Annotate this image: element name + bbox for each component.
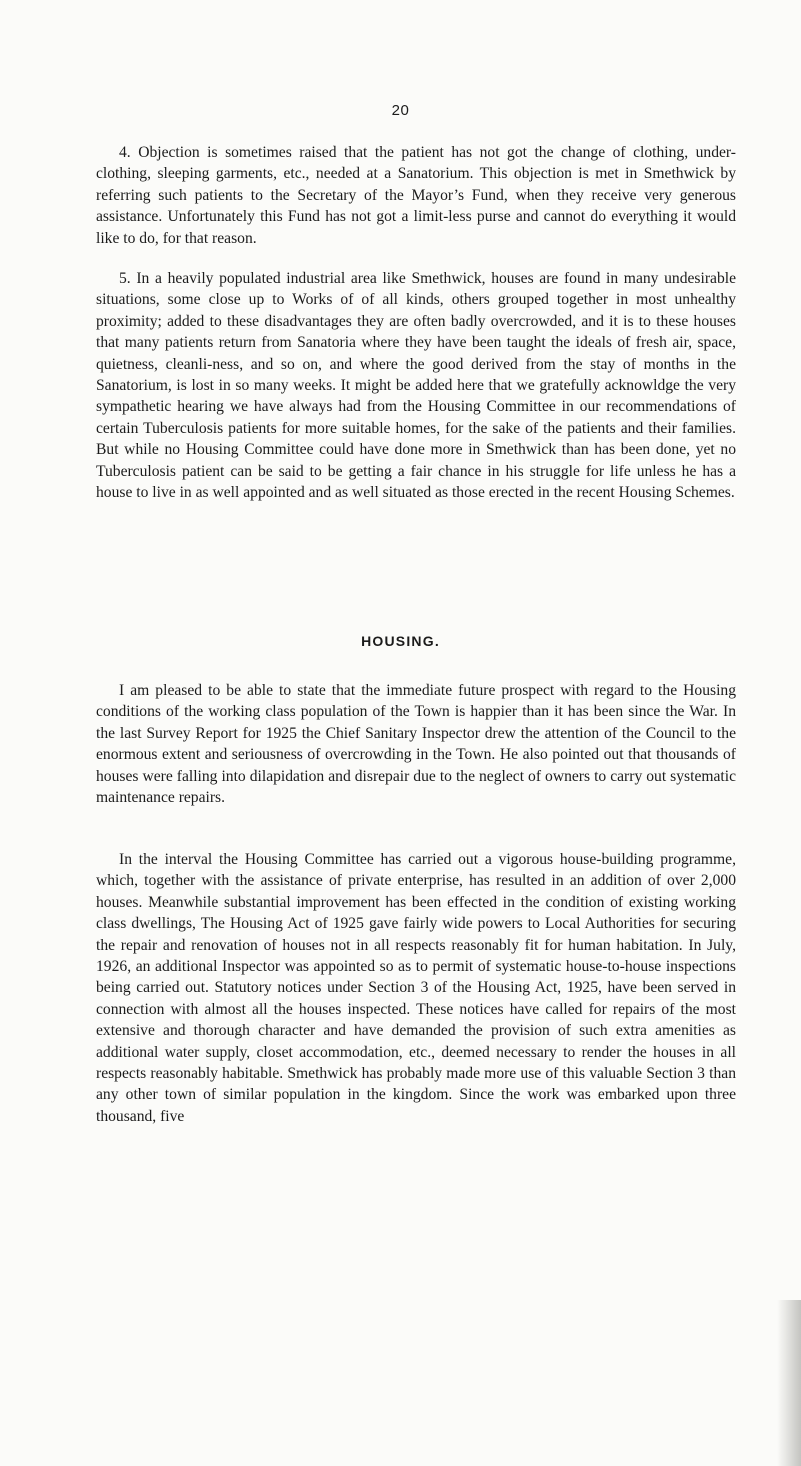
- section-heading-housing: HOUSING.: [361, 633, 440, 649]
- page-edge-shadow: [777, 1300, 801, 1466]
- paragraph-housing-interval: In the interval the Housing Committee has carried out a vigorous house-building programme, which, together with the assistance of private enterprise, has resulted in an addition of over 2,000 houses. Meanwhile substantial improvement has been effected in the condition of existing working class dwellings, The Housing Act of 1925 gave fairly wide powers to Local Authorities for securing the repair and renovation of houses not in all respects reasonably fit for human habitation. In July, 1926, an additional Inspector was appointed so as to permit of systematic house-to-house inspections being carried out. Statutory notices under Section 3 of the Housing Act, 1925, have been served in connection with almost all the houses inspected. These notices have called for repairs of the most extensive and thorough character and have demanded the provision of such extra amenities as additional water supply, closet accommodation, etc., deemed necessary to render the houses in all respects reasonably habitable. Smethwick has probably made more use of this valuable Section 3 than any other town of similar population in the kingdom. Since the work was embarked upon three thousand, five: [96, 851, 736, 1125]
- paragraph-industrial-housing: 5. In a heavily populated industrial area like Smethwick, houses are found in many undesirable situations, some close up to Works of of all kinds, others grouped together in most unhealthy proximity; added to these disadvantages they are often badly overcrowded, and it is to these houses that many patients return from Sanatoria where they have been taught the ideals of fresh air, space, quietness, cleanli-ness, and so on, and where the good derived from the stay of months in the Sanatorium, is lost in so many weeks. It might be added here that we gratefully acknowldge the very sympathetic hearing we have always had from the Housing Committee in our recommendations of certain Tuberculosis patients for more suitable homes, for the sake of the patients and their families. But while no Housing Committee could have done more in Smethwick than has been done, yet no Tuberculosis patient can be said to be getting a fair chance in his struggle for life unless he has a house to live in as well appointed and as well situated as those erected in the recent Housing Schemes.: [96, 270, 736, 502]
- page-number: 20: [391, 102, 410, 119]
- paragraph-housing-prospect: I am pleased to be able to state that the immediate future prospect with regard to the Housing conditions of the working class population of the Town is happier than it has been since the War. In the last Survey Report for 1925 the Chief Sanitary Inspector drew the attention of the Council to the enormous extent and seriousness of overcrowding in the Town. He also pointed out that thousands of houses were falling into dilapidation and disrepair due to the neglect of owners to carry out systematic maintenance repairs.: [96, 682, 736, 807]
- paragraph-clothing-objection: 4. Objection is sometimes raised that the patient has not got the change of clothing, under-clothing, sleeping garments, etc., needed at a Sanatorium. This objection is met in Smethwick by referring such patients to the Secretary of the Mayor’s Fund, when they receive very generous assistance. Unfortunately this Fund has not got a limit-less purse and cannot do everything it would like to do, for that reason.: [96, 144, 736, 247]
